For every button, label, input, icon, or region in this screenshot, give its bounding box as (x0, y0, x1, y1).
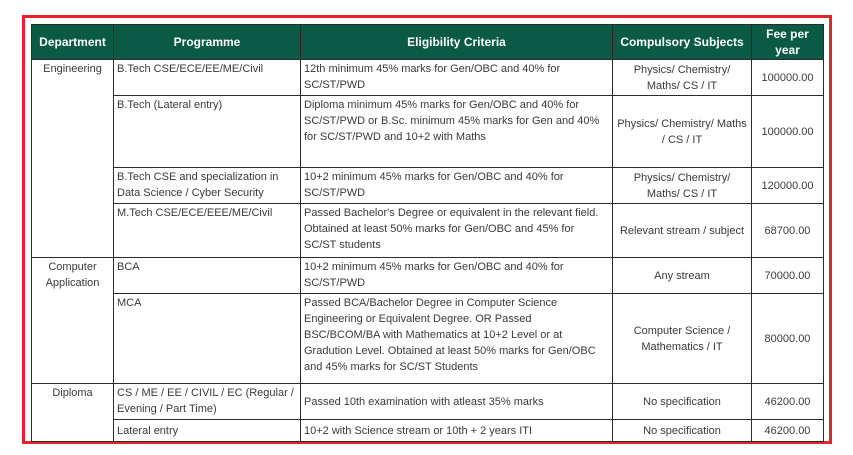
subjects-cell: Physics/ Chemistry/ Maths / CS / IT (613, 96, 752, 168)
subjects-cell: Physics/ Chemistry/ Maths/ CS / IT (613, 60, 752, 96)
header-programme: Programme (114, 25, 301, 60)
eligibility-cell: 10+2 minimum 45% marks for Gen/OBC and 40% for SC/ST/PWD (301, 168, 613, 204)
programme-cell: MCA (114, 294, 301, 384)
programme-cell: B.Tech CSE/ECE/EE/ME/Civil (114, 60, 301, 96)
table-row (32, 60, 824, 96)
programme-cell: BCA (114, 258, 301, 294)
fee-cell: 100000.00 (752, 96, 824, 168)
programme-cell: B.Tech CSE and specialization in Data Science / Cyber Security (114, 168, 301, 204)
table-frame (22, 15, 832, 444)
header-eligibility: Eligibility Criteria (301, 25, 613, 60)
eligibility-cell: 12th minimum 45% marks for Gen/OBC and 40% for SC/ST/PWD (301, 60, 613, 96)
department-cell: Computer Application (32, 258, 114, 384)
table-row (32, 258, 824, 294)
eligibility-cell: Passed 10th examination with atleast 35% marks (301, 384, 613, 420)
programme-cell: B.Tech (Lateral entry) (114, 96, 301, 168)
fee-cell: 46200.00 (752, 384, 824, 420)
table-row (32, 384, 824, 420)
eligibility-cell: 10+2 minimum 45% marks for Gen/OBC and 40% for SC/ST/PWD (301, 258, 613, 294)
eligibility-table (31, 24, 824, 442)
eligibility-cell: Passed BCA/Bachelor Degree in Computer Science Engineering or Equivalent Degree. OR Passed BSC/BCOM/BA with Mathematics at 10+2 Level or at Gradution Level. Obtained at least 50% marks for Gen/OBC and 45% marks for SC/ST Students (301, 294, 613, 384)
subjects-cell: No specification (613, 384, 752, 420)
fee-cell: 100000.00 (752, 60, 824, 96)
table-row (32, 204, 824, 258)
subjects-cell: No specification (613, 420, 752, 442)
header-fee: Fee per year (752, 25, 824, 60)
header-department: Department (32, 25, 114, 60)
programme-cell: Lateral entry (114, 420, 301, 442)
table-row (32, 168, 824, 204)
department-cell: Diploma (32, 384, 114, 442)
subjects-cell: Physics/ Chemistry/ Maths/ CS / IT (613, 168, 752, 204)
department-cell: Engineering (32, 60, 114, 258)
eligibility-cell: 10+2 with Science stream or 10th + 2 years ITI (301, 420, 613, 442)
fee-cell: 68700.00 (752, 204, 824, 258)
table-row (32, 96, 824, 168)
table-row (32, 420, 824, 442)
programme-cell: CS / ME / EE / CIVIL / EC (Regular / Evening / Part Time) (114, 384, 301, 420)
fee-cell: 80000.00 (752, 294, 824, 384)
header-subjects: Compulsory Subjects (613, 25, 752, 60)
subjects-cell: Computer Science / Mathematics / IT (613, 294, 752, 384)
table-row (32, 294, 824, 384)
programme-cell: M.Tech CSE/ECE/EEE/ME/Civil (114, 204, 301, 258)
eligibility-cell: Diploma minimum 45% marks for Gen/OBC and 40% for SC/ST/PWD or B.Sc. minimum 45% marks for Gen and 40% for SC/ST/PWD and 10+2 with Maths (301, 96, 613, 168)
eligibility-cell: Passed Bachelor's Degree or equivalent in the relevant field. Obtained at least 50% marks for Gen/OBC and 45% for SC/ST students (301, 204, 613, 258)
fee-cell: 70000.00 (752, 258, 824, 294)
fee-cell: 120000.00 (752, 168, 824, 204)
fee-cell: 46200.00 (752, 420, 824, 442)
subjects-cell: Any stream (613, 258, 752, 294)
subjects-cell: Relevant stream / subject (613, 204, 752, 258)
header-row (32, 25, 824, 60)
